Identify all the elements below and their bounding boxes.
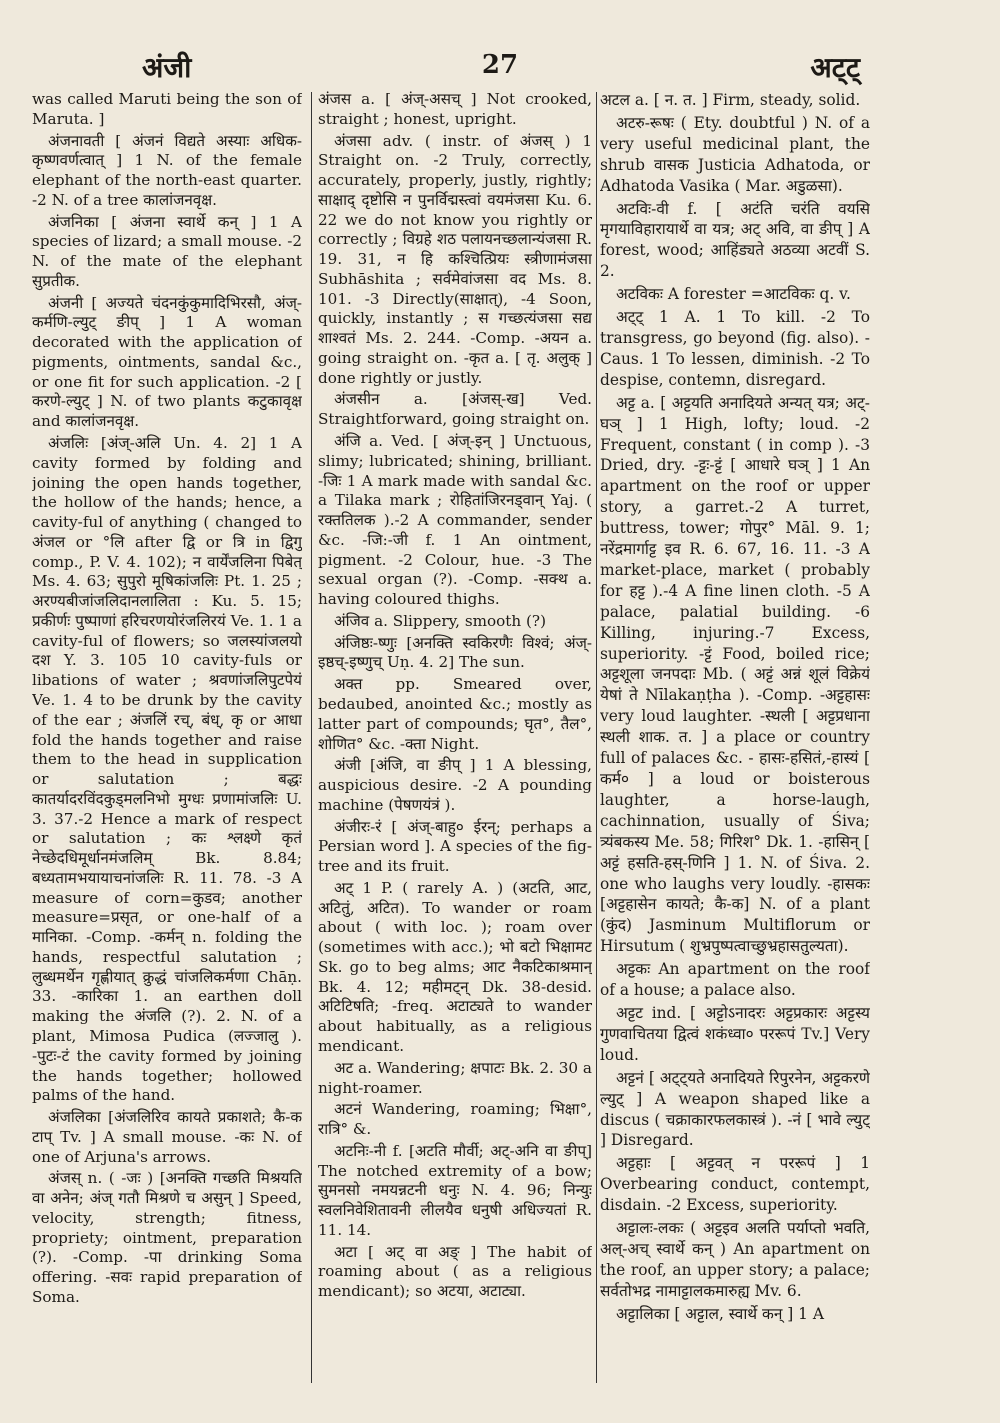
column-1 xyxy=(32,90,302,1365)
dictionary-entry: अंजि a. Ved. [ अंज्-इन् ] Unctuous, slimy; lubricated; shining, brilliant. -जिः 1 A mark made with sandal &c. a Tilaka mark ; रोहितांजिरनड्वान् Yaj. ( रक्ततिलक ).-2 A commander, sender &c. -जि:-जी f. 1 An ointment, pigment. -2 Colour, hue. -3 The sexual organ (?). -Comp. -सक्थ a. having coloured thighs. xyxy=(318,432,592,609)
dictionary-entry: अंजसा adv. ( instr. of अंजस् ) 1 Straight on. -2 Truly, correctly, accurately, properly, justly, rightly; साक्षाद् दृष्टोसि न पुनर्विद्मस्त्वां वयमंजसा Ku. 6. 22 we do not know you rightly or correctly ; विग्रहे शठ पलायनच्छलान्यंजसा R. 19. 31, न हि कश्चित्प्रियः स्त्रीणामंजसा Subhāshita ; सर्वमेवांजसा वद Ms. 8. 101. -3 Directly(साक्षात्), -4 Soon, quickly, instantly ; स गच्छत्यंजसा सद्य शाश्वतं Ms. 2. 244. -Comp. -अयन a. going straight on. -कृत a. [ तृ. अलुक् ] done rightly or justly. xyxy=(318,131,592,387)
column-3 xyxy=(600,90,870,1365)
dictionary-entry: अटल a. [ न. त. ] Firm, steady, solid. xyxy=(600,91,861,109)
dictionary-entry: was called Maruti being the son of Maruta. ] xyxy=(32,90,302,128)
dictionary-entry: अंजिव a. Slippery, smooth (?) xyxy=(334,611,547,630)
dictionary-entry: अट्ट a. [ अट्टयति अनादियते अन्यत् यत्र; अट्-घञ् ] 1 High, lofty; loud. -2 Frequent, constant ( in comp ). -3 Dried, dry. -ट्टः-ट्टं [ आधारे घञ् ] 1 An apartment on the roof or upper story, a garret.-2 A turret, buttress, tower; गोपुर° Māl. 9. 1; नरेंद्रमार्गाट्ट इव R. 6. 67, 16. 11. -3 A market-place, market ( probably for हट्ट ).-4 A fine linen cloth. -5 A palace, palatial building. -6 Killing, injuring.-7 Excess, superiority. -ट्टं Food, boiled rice; अट्टशूला जनपदाः Mb. ( अट्टं अन्नं शूलं विक्रेयं येषां ते Nīlakaṇṭha ). -Comp. -अट्टहासः very loud laughter. -स्थली [ अट्टप्रधाना स्थली शाक. त. ] a place or country full of palaces &c. - हासः-हसितं,-हास्यं [ कर्म० ] a loud or boisterous laughter, a horse-laugh, cachinnation, usually of Śiva; त्र्यंबकस्य Me. 58; गिरिश° Dk. 1. -हासिन् [ अट्टं हसति-हस्-णिनि ] 1. N. of Śiva. 2. one who laughs very loudly. -हासकः [अट्टहासेन कायते; कै-क] N. of a plant (कुंद) Jasminum Multiflorum or Hirsutum ( शुभ्रपुष्पत्वाच्छुभ्रहासतुल्यता). xyxy=(600,393,870,956)
dictionary-entry: अट्टकः An apartment on the roof of a house; a palace also. xyxy=(600,960,870,1000)
dictionary-entry: अंजसीन a. [अंजस्-ख] Ved. Straightforward, going straight on. xyxy=(318,390,592,429)
right-guide-word: अट्ट् xyxy=(810,51,860,84)
dictionary-entry: अट्टालिका [ अट्टाल, स्वार्थे कन् ] 1 A xyxy=(616,1304,824,1323)
dictionary-entry: अंजिष्ठः-ष्णुः [अनक्ति स्वकिरणैः विश्वं; अंज्-इष्ठच्-इष्णुच् Uṇ. 4. 2] The sun. xyxy=(318,633,592,672)
dictionary-entry: अंजलिः [अंज्-अलि Un. 4. 2] 1 A cavity formed by folding and joining the open hands together, the hollow of the hands; hence, a cavity-ful of anything ( changed to अंजल or °लि after द्वि or त्रि in द्विगु comp., P. V. 4. 102); न वार्येंजलिना पिबेत् Ms. 4. 63; सुपुरो मूषिकांजलिः Pt. 1. 25 ; अरण्यबीजांजलिदानलालिता : Ku. 5. 15; प्रकीर्णः पुष्पाणां हरिचरणयोरंजलिरयं Ve. 1. 1 a cavity-ful of flowers; so जलस्यांजलयो दश Y. 3. 105 10 cavity-fuls or libations of water ; श्रवणांजलिपुटपेयं Ve. 1. 4 to be drunk by the cavity of the ear ; अंजलिं रच्, बंध्, कृ or आधा fold the hands together and raise them to the head in supplication or salutation ; बद्धः कातर्यादरविंदकुड्मलनिभो मुग्धः प्रणामांजलिः U. 3. 37.-2 Hence a mark of respect or salutation ; कः श्लक्ष्णे कृतं नेच्छेदधिमूर्धानमंजलिम् Bk. 8.84; बध्यतामभयायाचनांजलिः R. 11. 78. -3 A measure of corn=कुडव; another measure=प्रसृत, or one-half of a मानिका. -Comp. -कर्मन् n. folding the hands, respectful salutation ; लुब्धमर्थेन गृह्णीयात् क्रुद्धं चांजलिकर्मणा Chāṇ. 33. -कारिका 1. an earthen doll making the अंजलि (?). 2. N. of a plant, Mimosa Pudica (लज्जालु ). -पुटः-टं the cavity formed by joining the hands together; hollowed palms of the hand. xyxy=(32,434,302,1105)
dictionary-entry: अट्टालः-लकः ( अट्टइव अलति पर्याप्तो भवति, अल्-अच् स्वार्थे कन् ) An apartment on the roof, an upper story; a palace; सर्वतोभद्र नामाट्टालकमारुह्य Mv. 6. xyxy=(600,1219,870,1300)
dictionary-entry: अक्त pp. Smeared over, bedaubed, anointed &c.; mostly as latter part of compounds; घृत°, तैल°, शोणित° &c. -क्ता Night. xyxy=(318,675,592,753)
page-number: 27 xyxy=(481,50,519,80)
dictionary-entry: अट् 1 P. ( rarely A. ) (अटति, आट, अटितुं, अटित). To wander or roam about ( with loc. ); roam over (sometimes with acc.); भो बटो भिक्षामट Sk. go to beg alms; आट नैकटिकाश्रमान् Bk. 4. 12; महीमट्न् Dk. 38-desid. अटिटिषति; -freq. अटाट्यते to wander about habitually, as a religious mendicant. xyxy=(318,878,592,1055)
dictionary-entry: अट्टनं [ अट्ट्यते अनादियते रिपुरनेन, अट्टकरणे ल्युट् ] A weapon shaped like a discus ( चक्राकारफलकास्त्रं ). -नं [ भावे ल्युट् ] Disregard. xyxy=(600,1068,870,1150)
dictionary-entry: अट a. Wandering; क्षपाटः Bk. 2. 30 a night-roamer. xyxy=(318,1058,592,1097)
dictionary-entry: अटविकः A forester =आटविकः q. v. xyxy=(616,285,851,304)
dictionary-entry: अंजी [अंजि, वा ङीप् ] 1 A blessing, auspicious desire. -2 A pounding machine (पेषणयंत्रं ). xyxy=(318,756,592,814)
dictionary-entry: अट्टट ind. [ अट्टोऽनादरः अट्टप्रकारः अट्टस्य गुणवाचितया द्वित्वं शकंध्वा० पररूपं Tv.] Very loud. xyxy=(600,1003,870,1064)
dictionary-entry: अटा [ अट् वा अङ् ] The habit of roaming about ( as a religious mendicant); so अटया, अटाट्या. xyxy=(318,1242,592,1301)
dictionary-entry: अटविः-वी f. [ अटंति चरंति वयसि मृगयाविहारायार्थे वा यत्र; अट् अवि, वा ङीप् ] A forest, wood; आहिंड्यते अठव्या अटवीं S. 2. xyxy=(600,199,870,281)
dictionary-entry: अटनं Wandering, roaming; भिक्षा°, रात्रि° &. xyxy=(318,1100,592,1139)
dictionary-entry: अंजनावती [ अंजनं विद्यते अस्याः अधिक-कृष्णवर्णत्वात् ] 1 N. of the female elephant of the north-east quarter. -2 N. of a tree कालांजनवृक्ष. xyxy=(32,131,302,209)
dictionary-entry: अटरु-रूषः ( Ety. doubtful ) N. of a very useful medicinal plant, the shrub वासक Justicia Adhatoda, or Adhatoda Vasika ( Mar. अडुळसा). xyxy=(600,113,870,195)
column-2 xyxy=(318,90,592,1365)
dictionary-entry: अंजनी [ अज्यते चंदनकुंकुमादिभिरसौ, अंज्-कर्मणि-ल्युट् ङीप् ] 1 A woman decorated with the application of pigments, ointments, sandal &c., or one fit for such application. -2 [ करणे-ल्युट् ] N. of two plants कटुकावृक्ष and कालांजनवृक्ष. xyxy=(32,293,302,431)
column-divider xyxy=(596,92,597,1383)
dictionary-entry: अंजनिका [ अंजना स्वार्थे कन् ] 1 A species of lizard; a small mouse. -2 N. of the mate of the elephant सुप्रतीक. xyxy=(32,212,302,290)
column-divider xyxy=(311,92,312,1383)
dictionary-entry: अटनिः-नी f. [अटति मौर्वी; अट्-अनि वा ङीप्] The notched extremity of a bow; सुमनसो नमयन्नटनी धनुः N. 4. 96; निन्युः स्वलनिवेशितावनी लीलयैव धनुषी अधिज्यतां R. 11. 14. xyxy=(318,1141,592,1239)
page-header xyxy=(30,48,970,92)
dictionary-entry: अंजीरः-रं [ अंज्-बाहु० ईरन्; perhaps a Persian word ]. A species of the fig-tree and its fruit. xyxy=(318,817,592,876)
left-guide-word: अंजी xyxy=(142,51,192,84)
dictionary-entry: अंजस् n. ( -जः ) [अनक्ति गच्छति मिश्रयति वा अनेन; अंज् गतौ मिश्रणे च असुन् ] Speed, velocity, strength; fitness, propriety; ointment, preparation (?). -Comp. -पा drinking Soma offering. -सवः rapid preparation of Soma. xyxy=(32,1169,302,1306)
dictionary-entry: अट्टहाः [ अट्टवत् न पररूपं ] 1 Overbearing conduct, contempt, disdain. -2 Excess, superiority. xyxy=(600,1154,870,1215)
dictionary-entry: अट्ट् 1 A. 1 To kill. -2 To transgress, go beyond (fig. also). -Caus. 1 To lessen, diminish. -2 To despise, contemn, disregard. xyxy=(600,308,870,389)
dictionary-entry: अंजस a. [ अंज्-असच् ] Not crooked, straight ; honest, upright. xyxy=(318,90,592,128)
dictionary-entry: अंजलिका [अंजलिरिव कायते प्रकाशते; कै-क टाप् Tv. ] A small mouse. -कः N. of one of Arjuna's arrows. xyxy=(32,1108,302,1166)
